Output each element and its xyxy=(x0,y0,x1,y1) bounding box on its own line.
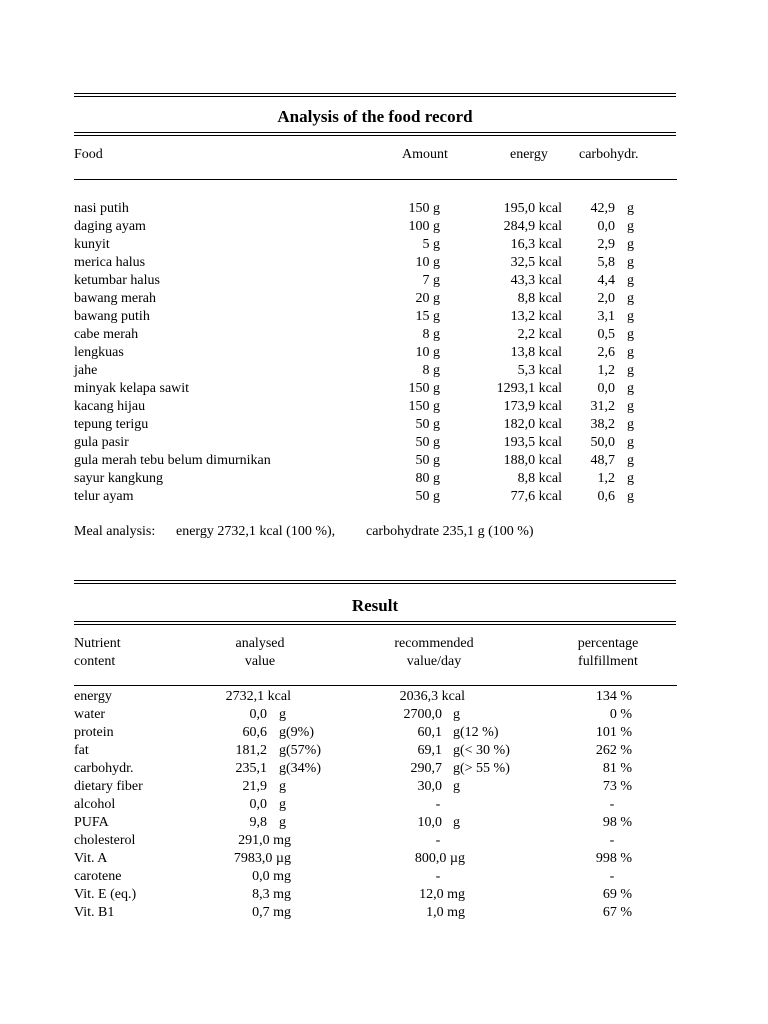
column-header-amount: Amount xyxy=(402,147,448,162)
table-row xyxy=(0,398,768,416)
column-header-carbohydr: carbohydr. xyxy=(579,147,639,162)
double-rule xyxy=(74,93,676,97)
analysed-value: 0,0 xyxy=(249,707,267,722)
analysed-value: 0,0 mg xyxy=(252,869,291,884)
column-header-nutrient-sub: content xyxy=(74,654,116,669)
food-name: sayur kangkung xyxy=(74,471,164,486)
food-amount: 8 g xyxy=(422,327,440,342)
column-header-nutrient: Nutrient xyxy=(74,636,121,651)
nutrient-name: energy xyxy=(74,689,112,704)
table-row xyxy=(0,434,768,452)
percentage-fulfillment: 998 % xyxy=(595,851,632,866)
food-amount: 5 g xyxy=(422,237,440,252)
food-energy: 8,8 kcal xyxy=(517,291,562,306)
food-amount: 20 g xyxy=(415,291,440,306)
food-carbohydrate: 1,2 xyxy=(597,471,615,486)
percentage-fulfillment: 134 % xyxy=(595,689,632,704)
result-title: Result xyxy=(351,596,399,615)
nutrient-name: carotene xyxy=(74,869,122,884)
table-row xyxy=(0,886,768,904)
column-header-analysed: analysed xyxy=(235,636,285,651)
table-row xyxy=(0,814,768,832)
food-carbohydrate-unit: g xyxy=(627,237,634,252)
meal-analysis-carbohydrate: carbohydrate 235,1 g (100 %) xyxy=(366,524,534,539)
nutrient-name: cholesterol xyxy=(74,833,136,848)
food-carbohydrate-unit: g xyxy=(627,489,634,504)
double-rule xyxy=(74,132,676,136)
nutrient-name: Vit. A xyxy=(74,851,108,866)
food-carbohydrate-unit: g xyxy=(627,255,634,270)
food-carbohydrate: 0,0 xyxy=(597,219,615,234)
nutrient-name: alcohol xyxy=(74,797,116,812)
recommended-unit: g xyxy=(453,779,460,794)
percentage-fulfillment: 98 % xyxy=(602,815,632,830)
food-carbohydrate-unit: g xyxy=(627,471,634,486)
meal-analysis-energy: energy 2732,1 kcal (100 %), xyxy=(176,524,336,539)
recommended-value: 2700,0 xyxy=(403,707,442,722)
food-carbohydrate: 48,7 xyxy=(590,453,615,468)
food-name: merica halus xyxy=(74,255,146,270)
food-carbohydrate-unit: g xyxy=(627,345,634,360)
food-amount: 10 g xyxy=(415,255,440,270)
analysed-value: 235,1 xyxy=(235,761,267,776)
nutrient-name: fat xyxy=(74,743,89,758)
recommended-unit: g xyxy=(453,707,460,722)
nutrient-name: protein xyxy=(74,725,114,740)
analysed-unit: g xyxy=(279,815,286,830)
table-row xyxy=(0,326,768,344)
food-energy: 77,6 kcal xyxy=(510,489,562,504)
nutrient-name: Vit. E (eq.) xyxy=(74,887,137,902)
food-carbohydrate: 38,2 xyxy=(590,417,615,432)
percentage-fulfillment: 262 % xyxy=(595,743,632,758)
food-record-title: Analysis of the food record xyxy=(277,107,473,126)
food-energy: 13,8 kcal xyxy=(510,345,562,360)
food-energy: 32,5 kcal xyxy=(510,255,562,270)
food-carbohydrate-unit: g xyxy=(627,291,634,306)
food-carbohydrate-unit: g xyxy=(627,201,634,216)
column-header-energy: energy xyxy=(510,147,548,162)
food-energy: 182,0 kcal xyxy=(503,417,562,432)
food-carbohydrate: 2,0 xyxy=(597,291,615,306)
food-energy: 1293,1 kcal xyxy=(496,381,562,396)
header-rule xyxy=(74,179,677,180)
food-amount: 150 g xyxy=(408,201,440,216)
table-row xyxy=(0,832,768,850)
food-name: daging ayam xyxy=(74,219,146,234)
food-amount: 80 g xyxy=(415,471,440,486)
food-carbohydrate-unit: g xyxy=(627,453,634,468)
table-row xyxy=(0,416,768,434)
table-row xyxy=(0,688,768,706)
percentage-fulfillment: 67 % xyxy=(602,905,632,920)
column-header-percentage-sub: fulfillment xyxy=(578,654,638,669)
food-energy: 195,0 kcal xyxy=(503,201,562,216)
food-carbohydrate-unit: g xyxy=(627,219,634,234)
food-carbohydrate-unit: g xyxy=(627,309,634,324)
food-carbohydrate: 0,6 xyxy=(597,489,615,504)
food-name: kacang hijau xyxy=(74,399,146,414)
percentage-fulfillment: 101 % xyxy=(595,725,632,740)
analysed-unit: g xyxy=(279,797,286,812)
column-header-percentage: percentage xyxy=(577,636,639,651)
table-row xyxy=(0,760,768,778)
table-row xyxy=(0,272,768,290)
food-name: tepung terigu xyxy=(74,417,149,432)
table-row xyxy=(0,470,768,488)
percentage-fulfillment: - xyxy=(609,869,615,884)
food-amount: 7 g xyxy=(422,273,440,288)
analysed-value: 181,2 xyxy=(235,743,267,758)
food-name: bawang putih xyxy=(74,309,150,324)
recommended-value: 1,0 mg xyxy=(426,905,465,920)
column-header-food: Food xyxy=(74,147,103,162)
food-carbohydrate: 3,1 xyxy=(597,309,615,324)
recommended-value: 2036,3 kcal xyxy=(399,689,465,704)
table-row xyxy=(0,706,768,724)
food-name: minyak kelapa sawit xyxy=(74,381,190,396)
double-rule xyxy=(74,621,676,625)
food-amount: 150 g xyxy=(408,381,440,396)
food-carbohydrate-unit: g xyxy=(627,327,634,342)
recommended-unit: g(> 55 %) xyxy=(453,761,510,776)
analysed-unit: g xyxy=(279,779,286,794)
column-header-recommended: recommended xyxy=(394,636,474,651)
table-row xyxy=(0,778,768,796)
food-energy: 188,0 kcal xyxy=(503,453,562,468)
food-amount: 50 g xyxy=(415,453,440,468)
food-carbohydrate: 42,9 xyxy=(590,201,615,216)
percentage-fulfillment: 0 % xyxy=(609,707,632,722)
food-name: bawang merah xyxy=(74,291,157,306)
nutrient-name: carbohydr. xyxy=(74,761,134,776)
table-row xyxy=(0,254,768,272)
analysed-value: 2732,1 kcal xyxy=(225,689,291,704)
column-header-recommended-sub: value/day xyxy=(406,654,462,669)
recommended-value: 69,1 xyxy=(417,743,442,758)
recommended-value: 30,0 xyxy=(417,779,442,794)
table-row xyxy=(0,742,768,760)
table-row xyxy=(0,236,768,254)
analysed-value: 60,6 xyxy=(242,725,267,740)
food-energy: 173,9 kcal xyxy=(503,399,562,414)
food-name: telur ayam xyxy=(74,489,134,504)
percentage-fulfillment: 69 % xyxy=(602,887,632,902)
food-energy: 13,2 kcal xyxy=(510,309,562,324)
food-energy: 16,3 kcal xyxy=(510,237,562,252)
food-amount: 50 g xyxy=(415,417,440,432)
recommended-value: - xyxy=(435,833,441,848)
food-name: gula merah tebu belum dimurnikan xyxy=(74,453,271,468)
food-name: nasi putih xyxy=(74,201,129,216)
table-row xyxy=(0,218,768,236)
recommended-unit: g(12 %) xyxy=(453,725,499,740)
food-energy: 5,3 kcal xyxy=(517,363,562,378)
nutrient-name: Vit. B1 xyxy=(74,905,115,920)
food-carbohydrate-unit: g xyxy=(627,381,634,396)
table-row xyxy=(0,200,768,218)
table-row xyxy=(0,362,768,380)
table-row xyxy=(0,308,768,326)
food-carbohydrate: 50,0 xyxy=(590,435,615,450)
analysed-value: 8,3 mg xyxy=(252,887,291,902)
food-amount: 50 g xyxy=(415,435,440,450)
table-row xyxy=(0,452,768,470)
food-energy: 2,2 kcal xyxy=(517,327,562,342)
food-name: cabe merah xyxy=(74,327,139,342)
food-carbohydrate: 4,4 xyxy=(597,273,615,288)
analysed-value: 0,7 mg xyxy=(252,905,291,920)
recommended-value: 290,7 xyxy=(410,761,442,776)
food-energy: 193,5 kcal xyxy=(503,435,562,450)
recommended-value: 60,1 xyxy=(417,725,442,740)
table-row xyxy=(0,344,768,362)
table-row xyxy=(0,380,768,398)
food-amount: 10 g xyxy=(415,345,440,360)
food-carbohydrate: 2,9 xyxy=(597,237,615,252)
food-name: jahe xyxy=(74,363,98,378)
food-carbohydrate-unit: g xyxy=(627,273,634,288)
percentage-fulfillment: - xyxy=(609,797,615,812)
food-energy: 8,8 kcal xyxy=(517,471,562,486)
percentage-fulfillment: - xyxy=(609,833,615,848)
recommended-value: 10,0 xyxy=(417,815,442,830)
food-amount: 15 g xyxy=(415,309,440,324)
food-carbohydrate-unit: g xyxy=(627,417,634,432)
table-row xyxy=(0,850,768,868)
recommended-unit: g xyxy=(453,815,460,830)
recommended-value: 800,0 µg xyxy=(414,851,465,866)
analysed-value: 7983,0 µg xyxy=(233,851,291,866)
percentage-fulfillment: 81 % xyxy=(602,761,632,776)
table-row xyxy=(0,724,768,742)
table-row xyxy=(0,904,768,922)
analysed-unit: g(34%) xyxy=(279,761,321,776)
nutrient-name: water xyxy=(74,707,106,722)
food-carbohydrate-unit: g xyxy=(627,435,634,450)
nutrient-name: dietary fiber xyxy=(74,779,143,794)
percentage-fulfillment: 73 % xyxy=(602,779,632,794)
table-row xyxy=(0,488,768,506)
analysed-value: 0,0 xyxy=(249,797,267,812)
food-carbohydrate: 1,2 xyxy=(597,363,615,378)
table-row xyxy=(0,796,768,814)
meal-analysis-label: Meal analysis: xyxy=(74,524,156,539)
recommended-unit: g(< 30 %) xyxy=(453,743,510,758)
food-carbohydrate-unit: g xyxy=(627,399,634,414)
food-amount: 8 g xyxy=(422,363,440,378)
food-carbohydrate: 2,6 xyxy=(597,345,615,360)
analysed-unit: g(57%) xyxy=(279,743,321,758)
recommended-value: - xyxy=(435,797,441,812)
food-name: ketumbar halus xyxy=(74,273,160,288)
analysed-value: 9,8 xyxy=(249,815,267,830)
double-rule xyxy=(74,580,676,584)
analysed-unit: g(9%) xyxy=(279,725,314,740)
table-row xyxy=(0,868,768,886)
column-header-analysed-sub: value xyxy=(244,654,276,669)
food-energy: 43,3 kcal xyxy=(510,273,562,288)
food-carbohydrate: 0,5 xyxy=(597,327,615,342)
food-amount: 50 g xyxy=(415,489,440,504)
header-rule xyxy=(74,685,677,686)
food-energy: 284,9 kcal xyxy=(503,219,562,234)
food-name: gula pasir xyxy=(74,435,129,450)
food-name: kunyit xyxy=(74,237,110,252)
analysed-unit: g xyxy=(279,707,286,722)
food-carbohydrate-unit: g xyxy=(627,363,634,378)
food-carbohydrate: 0,0 xyxy=(597,381,615,396)
food-amount: 100 g xyxy=(408,219,440,234)
food-name: lengkuas xyxy=(74,345,124,360)
nutrient-name: PUFA xyxy=(74,815,109,830)
food-carbohydrate: 31,2 xyxy=(590,399,615,414)
food-amount: 150 g xyxy=(408,399,440,414)
recommended-value: - xyxy=(435,869,441,884)
food-carbohydrate: 5,8 xyxy=(597,255,615,270)
analysed-value: 291,0 mg xyxy=(238,833,291,848)
recommended-value: 12,0 mg xyxy=(419,887,465,902)
analysed-value: 21,9 xyxy=(242,779,267,794)
table-row xyxy=(0,290,768,308)
